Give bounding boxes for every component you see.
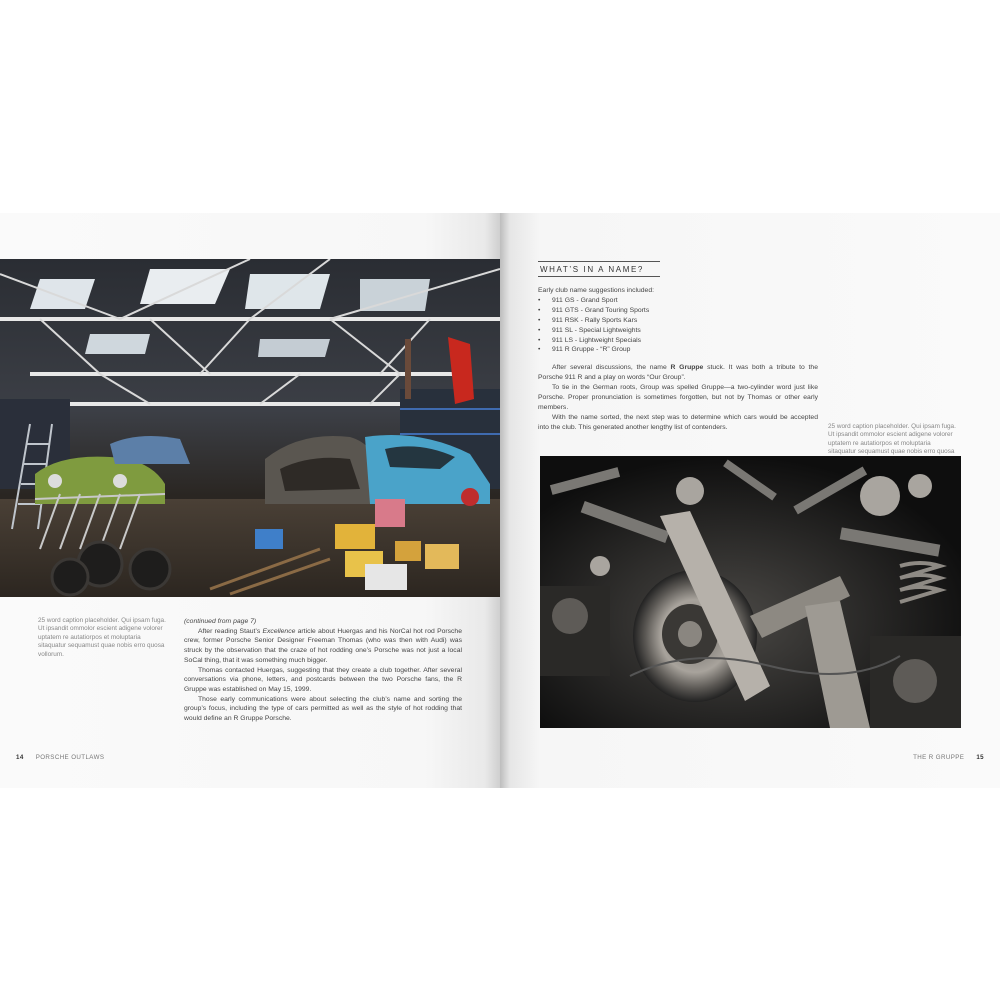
book-spread (0, 213, 1000, 788)
paragraph: After several discussions, the name R Gruppe stuck. It was both a tribute to the Porsche 911 R and a play on words “Our Group”. (538, 364, 818, 382)
list-item: • 911 SL - Special Lightweights (538, 326, 818, 336)
right-body-text (538, 286, 818, 433)
left-page (0, 213, 500, 788)
list-intro: Early club name suggestions included: (538, 287, 654, 294)
parts-photo-illustration (540, 456, 961, 728)
list-item: • 911 LS - Lightweight Specials (538, 336, 818, 346)
name-suggestions-list (538, 296, 818, 355)
right-photo-caption: 25 word caption placeholder. Qui ipsam fuga. Ut ipsandit ommolor escient adigene volorer uptatem re autatiorpos et moluptaria sitaquatur sequamust quae nobis erro quosa (828, 423, 956, 456)
left-photo-caption: 25 word caption placeholder. Qui ipsam fuga. Ut ipsandit ommolor escient adigene volorer uptatem re autatiorpos et moluptaria sitaquatur sequamust quae nobis erro quosa vollorum. (38, 617, 166, 658)
page-number: 15 (976, 754, 984, 761)
left-body-text (184, 617, 462, 724)
paragraph: With the name sorted, the next step was to determine which cars would be accepted into the club. This generated another lengthy list of contenders. (538, 413, 818, 431)
left-folio (16, 754, 104, 761)
paragraph: After reading Staut’s Excellence article about Huergas and his NorCal hot rod Porsche crew, former Porsche Senior Designer Freeman Thomas (who was then with Audi) was struck by the observation that the craze of hot rodding one’s Porsche was not just a local SoCal thing, that it was something much bigger. (184, 627, 462, 664)
paragraph: To tie in the German roots, Group was spelled Gruppe—a two-cylinder word just like Porsche. Proper pronunciation is sometimes forgotten, but not by Thomas or other early members. (538, 384, 818, 411)
list-item: • 911 RSK - Rally Sports Kars (538, 316, 818, 326)
garage-photo-illustration (0, 259, 500, 597)
list-item: • 911 R Gruppe - “R” Group (538, 345, 818, 355)
right-folio (913, 754, 984, 761)
paragraph: Thomas contacted Huergas, suggesting that they create a club together. After several conversations via phone, letters, and postcards between the two Porsche fans, the R Gruppe was established on May 15, 1999. (184, 666, 462, 693)
parts-photo (540, 456, 961, 728)
continued-note: (continued from page 7) (184, 618, 257, 625)
list-item: • 911 GS - Grand Sport (538, 296, 818, 306)
list-item: • 911 GTS - Grand Touring Sports (538, 306, 818, 316)
garage-photo (0, 259, 500, 597)
sidebar-heading: WHAT’S IN A NAME? (538, 261, 660, 277)
publication-title: Excellence (262, 627, 296, 635)
right-page (500, 213, 1000, 788)
club-name: R Gruppe (670, 364, 704, 372)
paragraph: Those early communications were about selecting the club’s name and sorting the group’s focus, including the type of cars permitted as well as the style of hot rodding that would define an R Gruppe Porsche. (184, 695, 462, 723)
page-number: 14 (16, 754, 24, 761)
running-title: PORSCHE OUTLAWS (35, 754, 105, 761)
running-title: THE R GRUPPE (913, 754, 965, 761)
